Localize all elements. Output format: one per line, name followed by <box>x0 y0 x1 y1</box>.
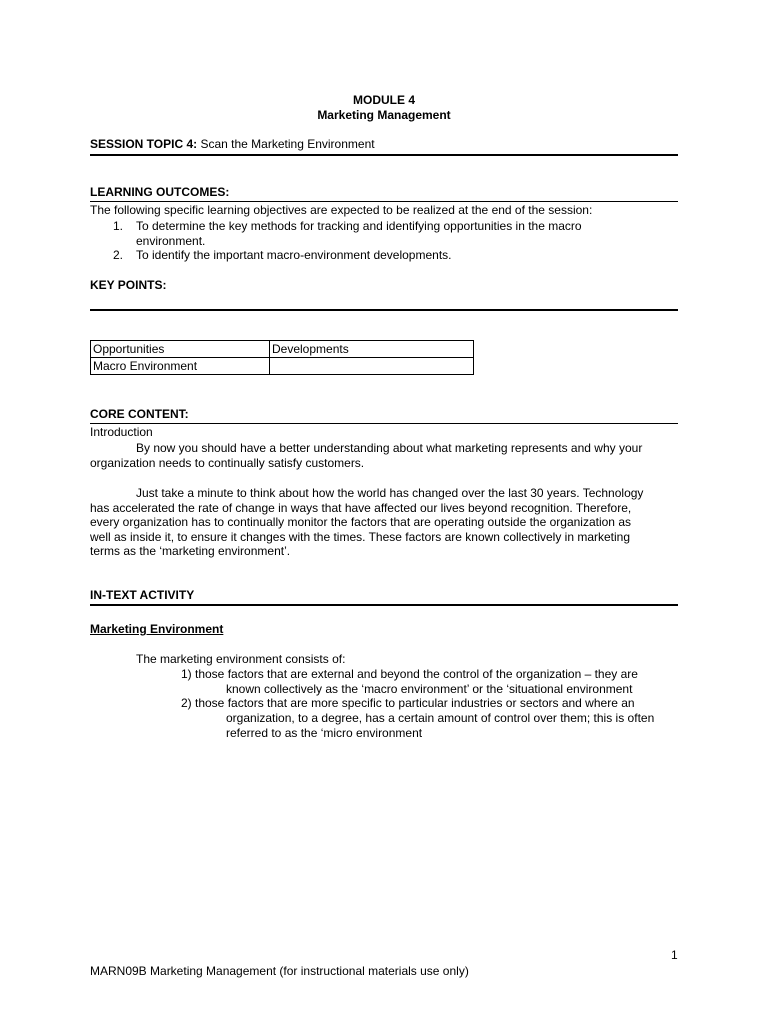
session-topic-text: Scan the Marketing Environment <box>200 137 375 151</box>
paragraph-line: every organization has to continually monitor the factors that are operating outside the organization as <box>90 515 631 529</box>
outcome-text: To determine the key methods for tracking and identifying opportunities in the macro <box>136 219 582 233</box>
page-number: 1 <box>671 948 678 962</box>
outcome-number: 2. <box>113 248 124 262</box>
introduction-label: Introduction <box>90 425 153 439</box>
table-cell: Developments <box>270 341 474 358</box>
table-row <box>91 341 474 358</box>
module-number: MODULE 4 <box>352 93 415 107</box>
table-cell <box>270 358 474 375</box>
marketing-environment-subheading: Marketing Environment <box>90 622 224 636</box>
paragraph-line: By now you should have a better understanding about what marketing represents and why your <box>136 441 643 455</box>
table-row <box>91 358 474 375</box>
divider <box>90 423 678 424</box>
divider <box>90 154 678 156</box>
footer-note: MARN09B Marketing Management (for instructional materials use only) <box>90 964 469 978</box>
in-text-activity-heading: IN-TEXT ACTIVITY <box>90 588 195 602</box>
paragraph-line: organization needs to continually satisfy customers. <box>90 456 365 470</box>
activity-lead: The marketing environment consists of: <box>136 652 346 666</box>
divider <box>90 309 678 311</box>
session-topic-label: SESSION TOPIC 4: <box>90 137 198 151</box>
paragraph-line: has accelerated the rate of change in ways that have affected our lives beyond recognition. Therefore, <box>90 501 632 515</box>
divider <box>90 604 678 606</box>
table-cell: Macro Environment <box>91 358 270 375</box>
learning-outcomes-intro: The following specific learning objectives are expected to be realized at the end of the session: <box>90 203 593 217</box>
key-points-table <box>90 340 474 375</box>
learning-outcomes-heading: LEARNING OUTCOMES: <box>90 185 230 199</box>
outcome-text-cont: environment. <box>136 234 206 248</box>
outcome-number: 1. <box>113 219 124 233</box>
table-cell: Opportunities <box>91 341 270 358</box>
outcome-text: To identify the important macro-environment developments. <box>136 248 452 262</box>
paragraph-line: terms as the ‘marketing environment’. <box>90 544 291 558</box>
paragraph-line: Just take a minute to think about how the world has changed over the last 30 years. Technology <box>136 486 644 500</box>
core-content-heading: CORE CONTENT: <box>90 407 189 421</box>
list-item-cont: referred to as the ‘micro environment <box>226 726 423 740</box>
document-title: Marketing Management <box>317 108 451 122</box>
paragraph-line: well as inside it, to ensure it changes with the times. These factors are known collectively in marketing <box>90 530 631 544</box>
list-item-cont: known collectively as the ‘macro environment’ or the ‘situational environment <box>226 682 633 696</box>
list-item-cont: organization, to a degree, has a certain amount of control over them; this is often <box>226 711 655 725</box>
list-item: 1) those factors that are external and beyond the control of the organization – they are <box>181 667 638 681</box>
divider <box>90 201 678 202</box>
key-points-heading: KEY POINTS: <box>90 278 167 292</box>
list-item: 2) those factors that are more specific to particular industries or sectors and where an <box>181 696 635 710</box>
session-topic <box>90 137 375 152</box>
